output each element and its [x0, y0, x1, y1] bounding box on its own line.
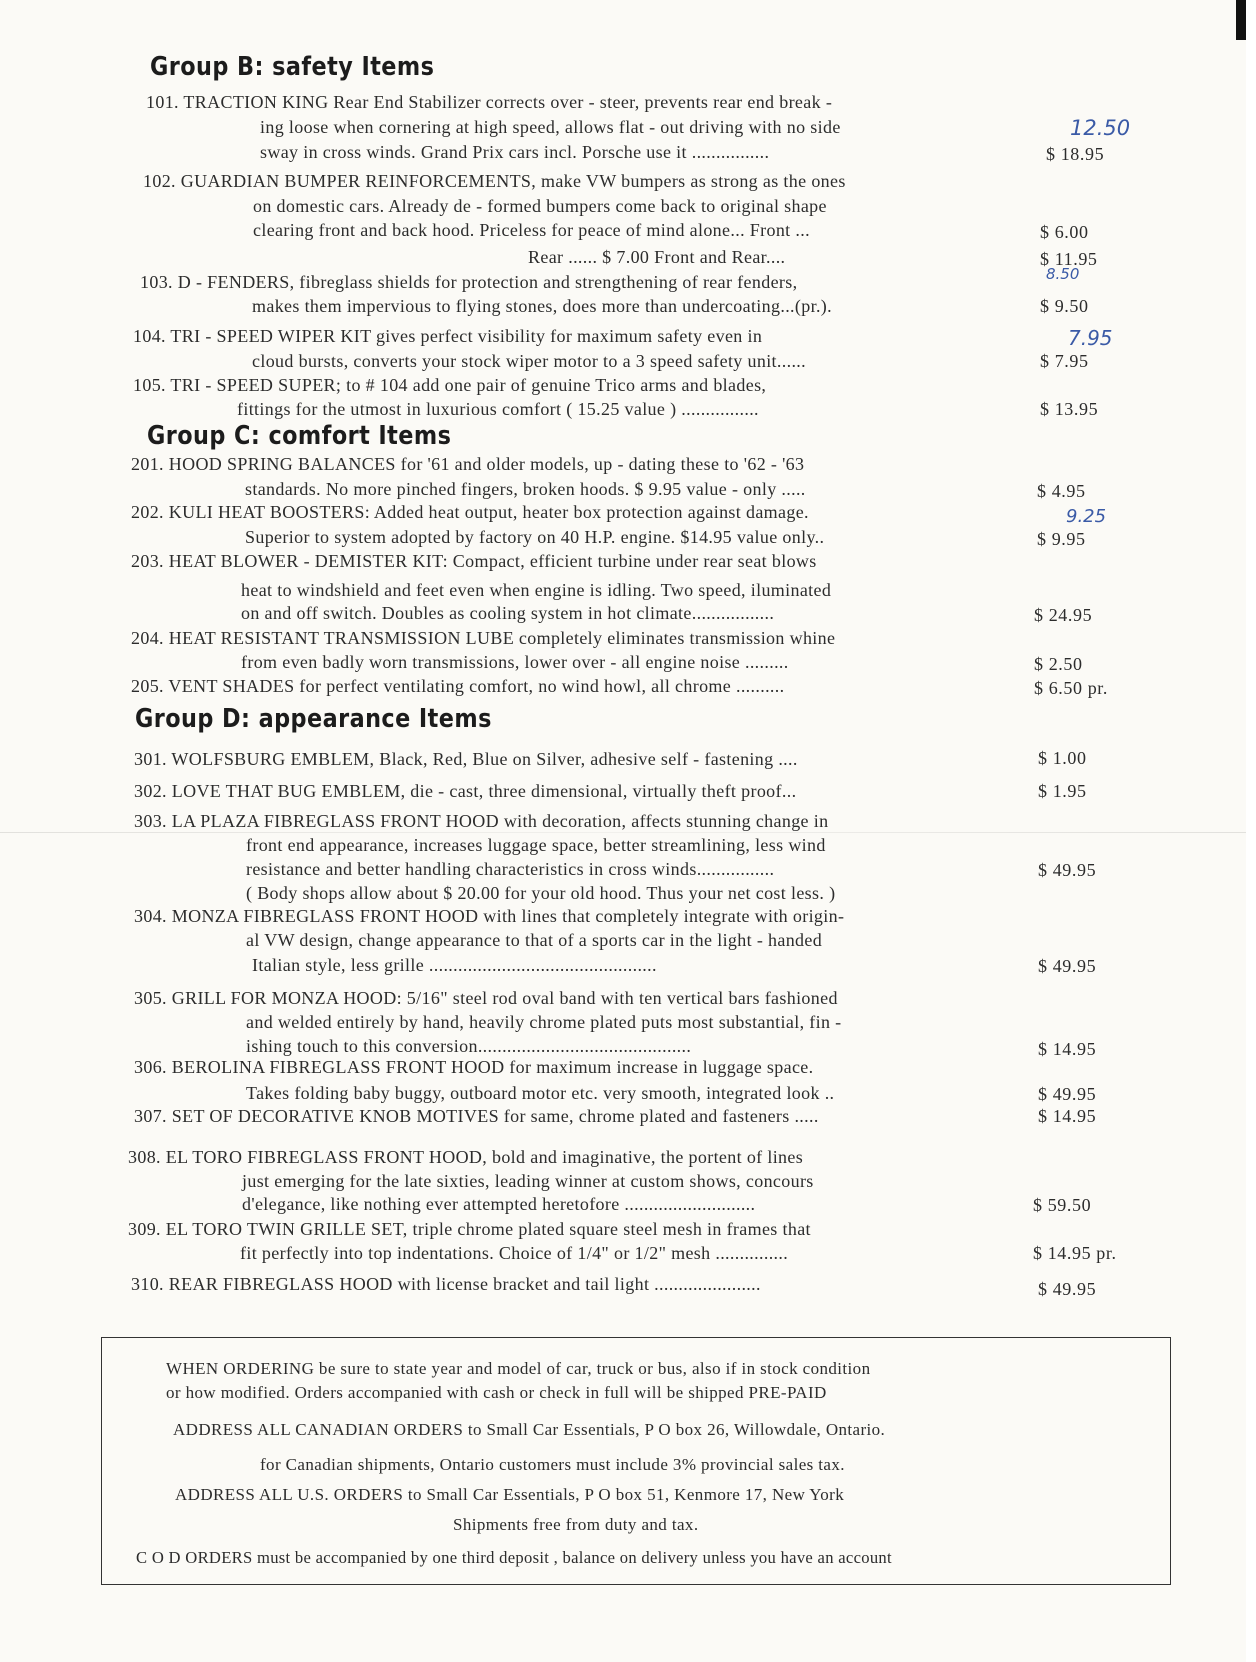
item-line: 301. WOLFSBURG EMBLEM, Black, Red, Blue on Silver, adhesive self - fastening .... [134, 749, 798, 769]
item-line: 102. GUARDIAN BUMPER REINFORCEMENTS, make VW bumpers as strong as the ones [143, 171, 846, 191]
group-b-title: Group B: safety Items [150, 52, 435, 82]
group-c-title: Group C: comfort Items [147, 421, 452, 451]
item-price: $ 13.95 [1040, 399, 1099, 419]
ordering-line: Shipments free from duty and tax. [453, 1515, 699, 1534]
item-price: $ 49.95 [1038, 1279, 1097, 1299]
item-line: standards. No more pinched fingers, broken hoods. $ 9.95 value - only ..... [245, 479, 806, 499]
item-price: $ 9.95 [1037, 529, 1086, 549]
item-price: $ 1.00 [1038, 748, 1087, 768]
item-line: ( Body shops allow about $ 20.00 for your old hood. Thus your net cost less. ) [246, 883, 836, 903]
item-price: $ 18.95 [1046, 144, 1105, 164]
item-line: 307. SET OF DECORATIVE KNOB MOTIVES for same, chrome plated and fasteners ..... [134, 1106, 819, 1126]
item-line: resistance and better handling characteristics in cross winds................ [246, 859, 775, 879]
item-line: 308. EL TORO FIBREGLASS FRONT HOOD, bold and imaginative, the portent of lines [128, 1147, 804, 1167]
handwritten-price-note: 12.50 [1070, 116, 1131, 140]
item-line: heat to windshield and feet even when engine is idling. Two speed, iluminated [241, 580, 832, 600]
item-price: $ 2.50 [1034, 654, 1083, 674]
handwritten-price-note: 8.50 [1046, 265, 1080, 283]
item-line: 103. D - FENDERS, fibreglass shields for protection and strengthening of rear fenders, [140, 272, 798, 292]
item-price: $ 9.50 [1040, 296, 1089, 316]
item-price: $ 24.95 [1034, 605, 1093, 625]
item-line: 202. KULI HEAT BOOSTERS: Added heat output, heater box protection against damage. [131, 502, 809, 522]
item-line: Italian style, less grille ............................................... [252, 955, 657, 975]
item-line: 101. TRACTION KING Rear End Stabilizer corrects over - steer, prevents rear end break - [146, 92, 833, 112]
item-line: front end appearance, increases luggage space, better streamlining, less wind [246, 835, 826, 855]
item-line: sway in cross winds. Grand Prix cars incl. Porsche use it ................ [260, 142, 770, 162]
item-line: ishing touch to this conversion............................................ [246, 1036, 692, 1056]
item-line: on and off switch. Doubles as cooling system in hot climate................. [241, 603, 775, 623]
item-price: $ 1.95 [1038, 781, 1087, 801]
ordering-line: WHEN ORDERING be sure to state year and model of car, truck or bus, also if in stock condition [166, 1359, 871, 1378]
item-price: $ 7.95 [1040, 351, 1089, 371]
item-price: $ 4.95 [1037, 481, 1086, 501]
item-line: 304. MONZA FIBREGLASS FRONT HOOD with lines that completely integrate with origin- [134, 906, 845, 926]
item-line: on domestic cars. Already de - formed bumpers come back to original shape [253, 196, 827, 216]
handwritten-price-note: 9.25 [1066, 506, 1107, 527]
item-line: 203. HEAT BLOWER - DEMISTER KIT: Compact, efficient turbine under rear seat blows [131, 551, 817, 571]
item-price: $ 14.95 [1038, 1039, 1097, 1059]
item-price: $ 49.95 [1038, 956, 1097, 976]
item-price: $ 6.50 pr. [1034, 678, 1109, 698]
handwritten-price-note: 7.95 [1068, 326, 1113, 350]
ordering-line: ADDRESS ALL U.S. ORDERS to Small Car Essentials, P O box 51, Kenmore 17, New York [175, 1485, 845, 1504]
ordering-line: for Canadian shipments, Ontario customers must include 3% provincial sales tax. [260, 1455, 845, 1474]
item-line: 310. REAR FIBREGLASS HOOD with license bracket and tail light ...................... [131, 1274, 761, 1294]
item-line: al VW design, change appearance to that of a sports car in the light - handed [246, 930, 823, 950]
item-line: 204. HEAT RESISTANT TRANSMISSION LUBE completely eliminates transmission whine [131, 628, 836, 648]
item-price: $ 59.50 [1033, 1195, 1092, 1215]
item-line: and welded entirely by hand, heavily chrome plated puts most substantial, fin - [246, 1012, 842, 1032]
item-line: Takes folding baby buggy, outboard motor etc. very smooth, integrated look .. [246, 1083, 835, 1103]
item-line: makes them impervious to flying stones, does more than undercoating...(pr.). [252, 296, 832, 316]
item-line: 302. LOVE THAT BUG EMBLEM, die - cast, three dimensional, virtually theft proof... [134, 781, 797, 801]
ordering-line: ADDRESS ALL CANADIAN ORDERS to Small Car Essentials, P O box 26, Willowdale, Ontario. [173, 1420, 886, 1439]
ordering-line: C O D ORDERS must be accompanied by one third deposit , balance on delivery unless you have an account [136, 1548, 892, 1567]
item-line: from even badly worn transmissions, lower over - all engine noise ......... [241, 652, 789, 672]
item-line: clearing front and back hood. Priceless for peace of mind alone... Front ... [253, 220, 810, 240]
scan-edge-mark [1236, 0, 1246, 40]
item-price: $ 14.95 [1038, 1106, 1097, 1126]
item-line: d'elegance, like nothing ever attempted heretofore ........................... [242, 1194, 756, 1214]
item-line: 201. HOOD SPRING BALANCES for '61 and older models, up - dating these to '62 - '63 [131, 454, 805, 474]
ordering-info-box [101, 1337, 1171, 1585]
group-d-title: Group D: appearance Items [135, 704, 492, 734]
item-price: $ 49.95 [1038, 860, 1097, 880]
item-line: cloud bursts, converts your stock wiper motor to a 3 speed safety unit...... [252, 351, 806, 371]
item-line: Superior to system adopted by factory on 40 H.P. engine. $14.95 value only.. [245, 527, 825, 547]
item-line: ing loose when cornering at high speed, allows flat - out driving with no side [260, 117, 841, 137]
item-line: 303. LA PLAZA FIBREGLASS FRONT HOOD with decoration, affects stunning change in [134, 811, 829, 831]
item-line: just emerging for the late sixties, leading winner at custom shows, concours [242, 1171, 814, 1191]
item-line: 105. TRI - SPEED SUPER; to # 104 add one pair of genuine Trico arms and blades, [133, 375, 767, 395]
item-line: Rear ...... $ 7.00 Front and Rear.... [528, 247, 786, 267]
item-line: 306. BEROLINA FIBREGLASS FRONT HOOD for maximum increase in luggage space. [134, 1057, 814, 1077]
item-line: 305. GRILL FOR MONZA HOOD: 5/16" steel rod oval band with ten vertical bars fashioned [134, 988, 838, 1008]
item-price: $ 49.95 [1038, 1084, 1097, 1104]
item-line: 309. EL TORO TWIN GRILLE SET, triple chrome plated square steel mesh in frames that [128, 1219, 811, 1239]
paper-fold-line [0, 832, 1246, 833]
item-line: fit perfectly into top indentations. Choice of 1/4" or 1/2" mesh ............... [240, 1243, 789, 1263]
item-line: fittings for the utmost in luxurious comfort ( 15.25 value ) ................ [237, 399, 759, 419]
item-price-front: $ 6.00 [1040, 222, 1089, 242]
item-price: $ 14.95 pr. [1033, 1243, 1117, 1263]
ordering-line: or how modified. Orders accompanied with cash or check in full will be shipped PRE-PAID [166, 1383, 827, 1402]
item-line: 205. VENT SHADES for perfect ventilating comfort, no wind howl, all chrome .......... [131, 676, 785, 696]
item-price-front-rear: $ 11.95 [1040, 249, 1098, 269]
item-line: 104. TRI - SPEED WIPER KIT gives perfect visibility for maximum safety even in [133, 326, 763, 346]
